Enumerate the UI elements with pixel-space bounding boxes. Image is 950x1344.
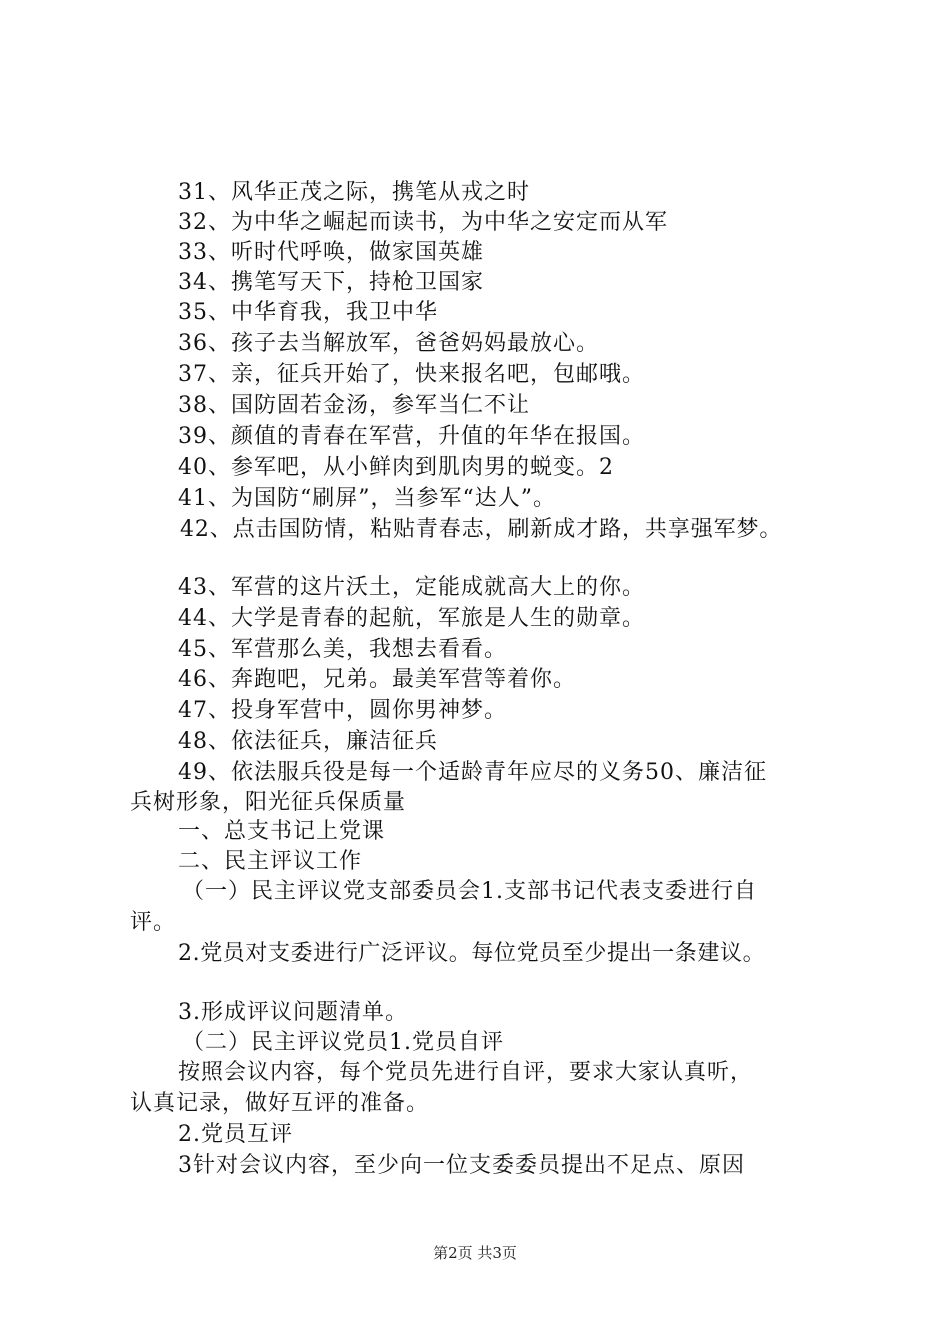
item-3-issue-list: 3.形成评议问题清单。	[178, 1000, 408, 1025]
slogan-33: 33、听时代呼唤，做家国英雄	[178, 240, 484, 265]
slogan-50-continued: 兵树形象，阳光征兵保质量	[130, 790, 407, 815]
subsection-2: （二）民主评议党员1.党员自评	[182, 1030, 504, 1055]
slogan-49-50: 49、依法服兵役是每一个适龄青年应尽的义务50、廉洁征	[178, 760, 767, 785]
slogan-39: 39、颜值的青春在军营，升值的年华在报国。	[178, 424, 645, 449]
slogan-46: 46、奔跑吧，兄弟。最美军营等着你。	[178, 667, 576, 692]
slogan-44: 44、大学是青春的起航，军旅是人生的勋章。	[178, 606, 645, 631]
section-heading-1: 一、总支书记上党课	[178, 819, 386, 844]
slogan-40: 40、参军吧，从小鲜肉到肌肉男的蜕变。2	[178, 455, 614, 480]
slogan-43: 43、军营的这片沃土，定能成就高大上的你。	[178, 575, 645, 600]
slogan-48: 48、依法征兵，廉洁征兵	[178, 729, 438, 754]
slogan-32: 32、为中华之崛起而读书，为中华之安定而从军	[178, 210, 668, 235]
paragraph-self-review: 按照会议内容，每个党员先进行自评，要求大家认真听，	[178, 1060, 754, 1085]
slogan-37: 37、亲，征兵开始了，快来报名吧，包邮哦。	[178, 362, 645, 387]
paragraph-mutual-review: 3针对会议内容，至少向一位支委委员提出不足点、原因	[178, 1153, 745, 1178]
slogan-34: 34、携笔写天下，持枪卫国家	[178, 270, 484, 295]
slogan-45: 45、军营那么美，我想去看看。	[178, 637, 507, 662]
paragraph-self-review-continued: 认真记录，做好互评的准备。	[130, 1091, 430, 1116]
slogan-31: 31、风华正茂之际，携笔从戎之时	[178, 180, 530, 205]
slogan-47: 47、投身军营中，圆你男神梦。	[178, 698, 507, 723]
slogan-36: 36、孩子去当解放军，爸爸妈妈最放心。	[178, 331, 599, 356]
subsection-1: （一）民主评议党支部委员会1.支部书记代表支委进行自	[182, 879, 757, 904]
slogan-42: 42、点击国防情，粘贴青春志，刷新成才路，共享强军梦。	[180, 517, 783, 542]
section-heading-2: 二、民主评议工作	[178, 849, 363, 874]
item-2-mutual-review: 2.党员互评	[178, 1122, 293, 1147]
slogan-38: 38、国防固若金汤，参军当仁不让	[178, 393, 530, 418]
page-footer: 第2页 共3页	[433, 1244, 517, 1262]
subsection-1-continued: 评。	[130, 910, 177, 935]
slogan-41: 41、为国防“刷屏”，当参军“达人”。	[178, 486, 556, 511]
slogan-35: 35、中华育我，我卫中华	[178, 300, 438, 325]
item-2-party-member-review: 2.党员对支委进行广泛评议。每位党员至少提出一条建议。	[178, 941, 766, 966]
